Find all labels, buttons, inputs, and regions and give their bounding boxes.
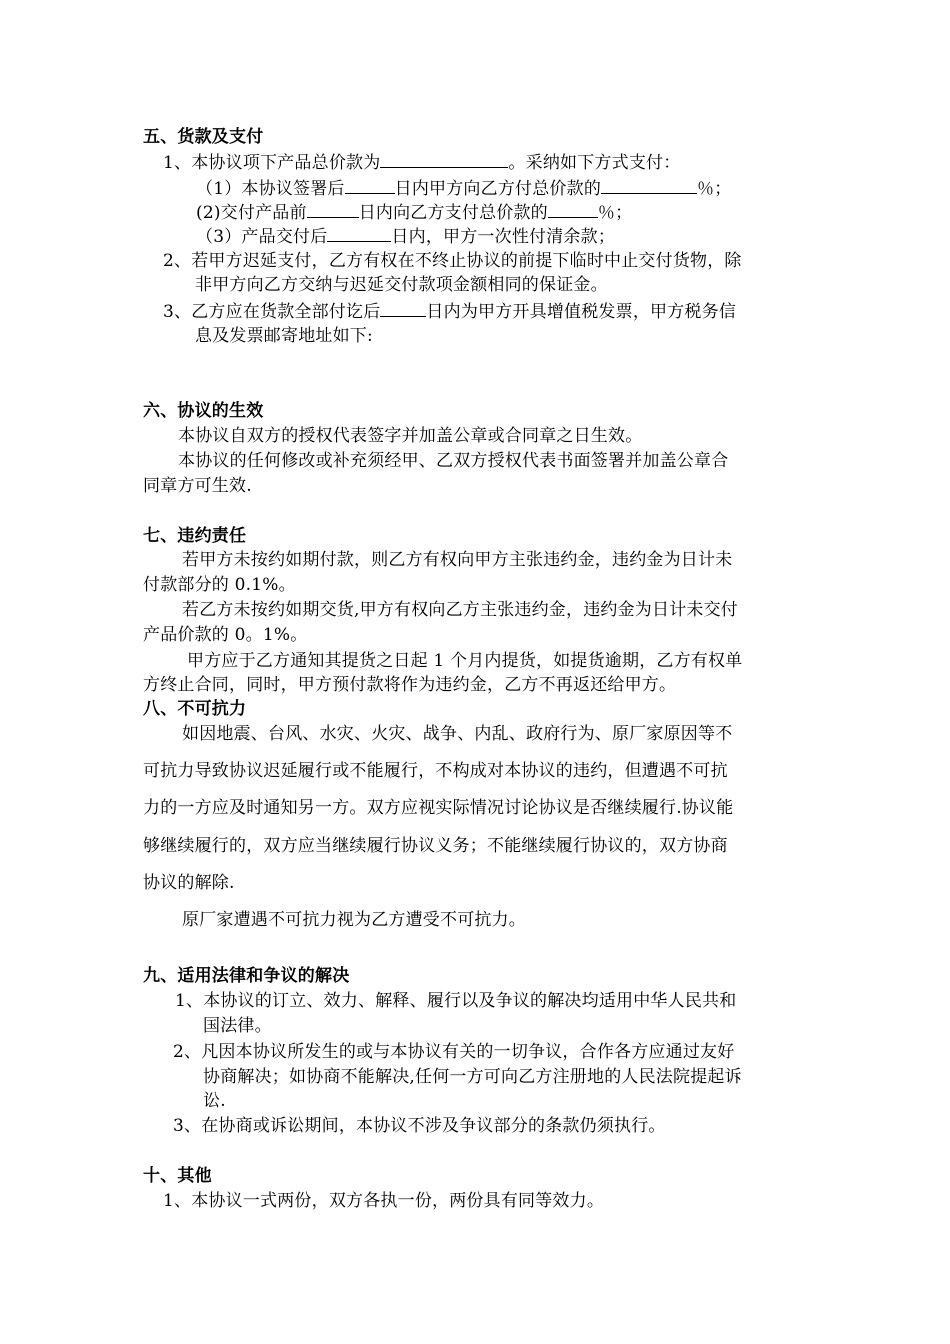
s5-sub-1-text-a: （1）本协议签署后 [196, 179, 345, 199]
s7-paragraph-2-line-1: 若乙方未按约如期交货,甲方有权向乙方主张违约金，违约金为日计未交付 [182, 600, 739, 620]
s9-item-1-line-2: 国法律。 [203, 1016, 272, 1036]
s5-sub-3-text-b: 日内，甲方一次性付清余款； [391, 227, 616, 247]
s5-item-1 [163, 151, 680, 174]
days-blank-3 [327, 225, 391, 242]
s8-paragraph-1-line-1: 如因地震、台风、水灾、火灾、战争、内乱、政府行为、原厂家原因等不 [182, 724, 733, 744]
s9-item-2-line-3: 讼. [203, 1091, 226, 1111]
days-blank-1 [345, 177, 395, 194]
s7-paragraph-3-line-2: 方终止合同，同时，甲方预付款将作为违约金，乙方不再返还给甲方。 [143, 675, 677, 695]
section-6-heading: 六、协议的生效 [143, 401, 264, 421]
s5-sub-2-text-b: 日内向乙方支付总价款的 [358, 203, 548, 223]
s6-paragraph-2-line-2: 同章方可生效. [143, 476, 252, 496]
total-price-blank [380, 151, 508, 168]
section-10-heading: 十、其他 [143, 1166, 212, 1186]
s5-sub-1-text-b: 日内甲方向乙方付总价款的 [394, 179, 602, 199]
s5-sub-2-text-c: ％； [597, 203, 633, 223]
s5-sub-2-text-a: (2)交付产品前 [196, 203, 307, 223]
invoice-days-blank [380, 300, 426, 317]
percent-blank-1 [601, 177, 697, 194]
s7-paragraph-3-line-1: 甲方应于乙方通知其提货之日起 1 个月内提货，如提货逾期，乙方有权单 [187, 651, 743, 671]
s5-item-1-text-b: 。采纳如下方式支付： [508, 153, 681, 173]
s5-sub-3-text-a: （3）产品交付后 [196, 227, 328, 247]
s5-item-3-line-1 [163, 300, 736, 323]
s5-item-2-line-1: 2、若甲方迟延支付，乙方有权在不终止协议的前提下临时中止交付货物，除 [163, 251, 742, 271]
s5-item-3-line-2: 息及发票邮寄地址如下: [195, 326, 373, 346]
section-9-heading: 九、适用法律和争议的解决 [143, 966, 350, 986]
section-8-heading: 八、不可抗力 [143, 699, 247, 719]
s5-sub-1-text-c: ％； [697, 179, 732, 199]
s9-item-2-line-1: 2、凡因本协议所发生的或与本协议有关的一切争议，合作各方应通过友好 [173, 1042, 735, 1062]
s5-item-3-text-b: 日内为甲方开具增值税发票，甲方税务信 [426, 302, 737, 322]
percent-blank-2 [548, 201, 598, 218]
s7-paragraph-1-line-1: 若甲方未按约如期付款，则乙方有权向甲方主张违约金，违约金为日计未 [182, 550, 733, 570]
s5-sub-1 [196, 177, 731, 200]
s6-paragraph-1: 本协议自双方的授权代表签字并加盖公章或合同章之日生效。 [178, 426, 643, 446]
s9-item-3: 3、在协商或诉讼期间，本协议不涉及争议部分的条款仍须执行。 [173, 1116, 666, 1136]
s8-paragraph-1-line-4: 够继续履行的，双方应当继续履行协议义务；不能继续履行协议的，双方协商 [143, 836, 728, 856]
s8-paragraph-1-line-3: 力的一方应及时通知另一方。双方应视实际情况讨论协议是否继续履行.协议能 [143, 798, 734, 818]
s5-item-2-line-2: 非甲方向乙方交纳与迟延交付款项金额相同的保证金。 [195, 275, 608, 295]
s5-sub-2 [196, 201, 632, 224]
s9-item-2-line-2: 协商解决；如协商不能解决,任何一方可向乙方注册地的人民法院提起诉 [203, 1067, 742, 1087]
s8-paragraph-1-line-5: 协议的解除. [143, 873, 235, 893]
s5-item-1-text-a: 1、本协议项下产品总价款为 [163, 153, 381, 173]
s6-paragraph-2-line-1: 本协议的任何修改或补充须经甲、乙双方授权代表书面签署并加盖公章合 [178, 451, 729, 471]
section-7-heading: 七、违约责任 [143, 526, 247, 546]
s7-paragraph-2-line-2: 产品价款的 0。1%。 [143, 625, 308, 645]
days-blank-2 [307, 201, 359, 218]
section-5-heading: 五、货款及支付 [143, 127, 264, 147]
s8-paragraph-1-line-2: 可抗力导致协议迟延履行或不能履行，不构成对本协议的违约，但遭遇不可抗 [143, 761, 728, 781]
s7-paragraph-1-line-2: 付款部分的 0.1%。 [143, 575, 296, 595]
s8-paragraph-2: 原厂家遭遇不可抗力视为乙方遭受不可抗力。 [182, 910, 526, 930]
s5-item-3-text-a: 3、乙方应在货款全部付讫后 [163, 302, 381, 322]
s5-sub-3 [196, 225, 615, 248]
s9-item-1-line-1: 1、本协议的订立、效力、解释、履行以及争议的解决均适用中华人民共和 [175, 991, 737, 1011]
s10-item-1: 1、本协议一式两份，双方各执一份，两份具有同等效力。 [163, 1191, 605, 1211]
